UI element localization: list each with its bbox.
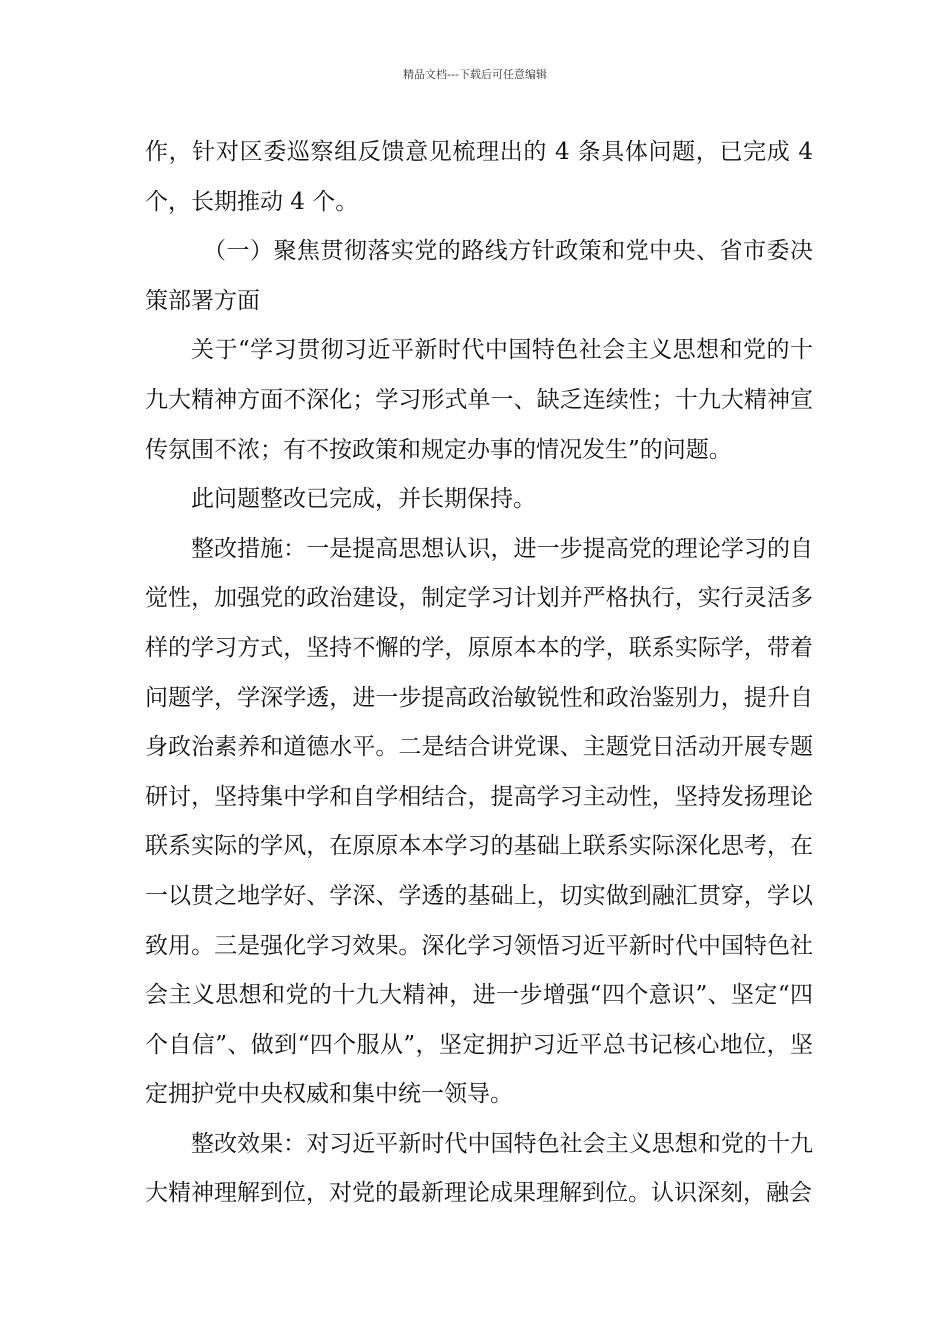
paragraph-status: 此问题整改已完成，并长期保持。 bbox=[191, 486, 536, 513]
document-body bbox=[145, 128, 813, 1219]
paragraph-effect: 整改效果：对习近平新时代中国特色社会主义思想和党的十九大精神理解到位，对党的最新理论成果理解到位。认识深刻，融会 bbox=[145, 1130, 813, 1207]
section-heading: （一）聚焦贯彻落实党的路线方针政策和党中央、省市委决策部署方面 bbox=[145, 238, 813, 314]
paragraph-issue: 关于“学习贯彻习近平新时代中国特色社会主义思想和党的十九大精神方面不深化；学习形式单一、缺乏连续性；十九大精神宣传氛围不浓；有不按政策和规定办事的情况发生”的问题。 bbox=[145, 337, 813, 463]
paragraph-measures: 整改措施：一是提高思想认识，进一步提高党的理论学习的自觉性，加强党的政治建设，制定学习计划并严格执行，实行灵活多样的学习方式，坚持不懈的学，原原本本的学，联系实际学，带着问题学，学深学透，进一步提高政治敏锐性和政治鉴别力，提升自身政治素养和道德水平。二是结合讲党课、主题党日活动开展专题研讨，坚持集中学和自学相结合，提高学习主动性，坚持发扬理论联系实际的学风，在原原本本学习的基础上联系实际深化思考，在一以贯之地学好、学深、学透的基础上，切实做到融汇贯穿，学以致用。三是强化学习效果。深化学习领悟习近平新时代中国特色社会主义思想和党的十九大精神，进一步增强“四个意识”、坚定“四个自信”、做到“四个服从”，坚定拥护习近平总书记核心地位，坚定拥护党中央权威和集中统一领导。 bbox=[145, 535, 813, 1108]
page-header: 精品文档---下载后可任意编辑 bbox=[403, 68, 547, 81]
paragraph-continuation: 作，针对区委巡察组反馈意见梳理出的 4 条具体问题，已完成 4 个，长期推动 4 个。 bbox=[145, 139, 813, 215]
